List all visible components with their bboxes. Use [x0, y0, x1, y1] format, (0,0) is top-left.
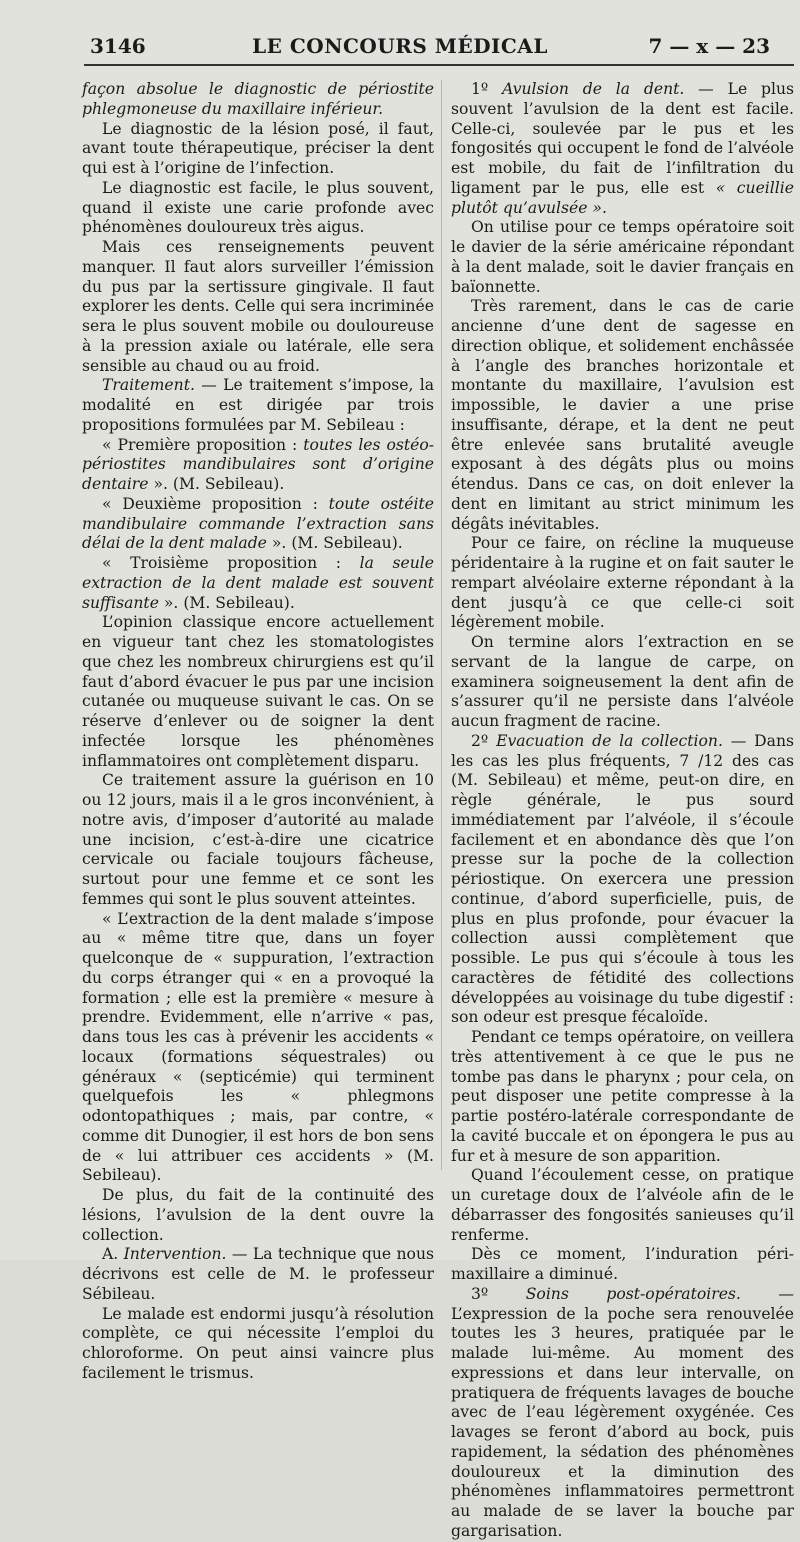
paragraph: Mais ces renseignements peuvent manquer. Il faut alors surveiller l’émission du pus par la sertissure gingivale. Il faut explorer les dents. Celle qui sera incriminée sera le plus souvent mobile ou douloureuse à la pression axiale ou latérale, elle sera sensible au chaud ou au froid.	[82, 238, 434, 375]
section-heading: Avulsion de la dent.	[502, 80, 685, 98]
quote-proposition-2: « Deuxième proposition : toute ostéite mandibulaire commande l’extraction sans délai de la dent malade ». (M. Sebileau).	[82, 494, 434, 553]
paragraph: L’opinion classique encore actuellement en vigueur tant chez les stomatologistes que chez les nombreux chirurgiens est qu’il faut d’abord évacuer le pus par une incision cutanée ou muqueuse suivant le cas. On se réserve d’enlever ou de soigner la dent infectée lorsque les phénomènes inflammatoires ont complètement disparu.	[82, 613, 434, 770]
quote-proposition-1: « Première proposition : toutes les ostéo-périostites mandibulaires sont d’origine dentaire ». (M. Sebileau).	[82, 435, 434, 493]
paragraph-treatment: Traitement. — Le traitement s’impose, la modalité en est dirigée par trois propositions formulées par M. Sebileau :	[82, 376, 434, 434]
column-divider	[441, 80, 442, 1170]
paragraph: Quand l’écoulement cesse, on pratique un curetage doux de l’alvéole afin de le débarrasser des fongosités sanieuses qu’il renferme.	[451, 1166, 794, 1244]
left-column	[82, 80, 434, 1384]
paragraph-intervention: A. Intervention. — La technique que nous décrivons est celle de M. le professeur Sébileau.	[82, 1245, 434, 1303]
quote-extraction: « L’extraction de la dent malade s’impose au « même titre que, dans un foyer quelconque de « suppuration, l’extraction du corps étranger qui « en a provoqué la formation ; elle est la première « mesure à prendre. Evidemment, elle n’arrive « pas, dans tous les cas à prévenir les accidents « locaux (formations séquestrales) ou généraux « (septicémie) qui terminent quelquefois les « phlegmons odontopathiques ; mais, par contre, « comme dit Dunogier, il est hors de bon sens de « lui attribuer ces accidents » (M. Sebileau).	[82, 909, 434, 1185]
paragraph: Le diagnostic de la lésion posé, il faut, avant toute thérapeutique, préciser la dent qui est à l’origine de l’infection.	[82, 119, 434, 177]
paragraph: De plus, du fait de la continuité des lésions, l’avulsion de la dent ouvre la collection.	[82, 1186, 434, 1244]
paragraph: Très rarement, dans le cas de carie ancienne d’une dent de sagesse en direction oblique, et solidement enchâssée à l’angle des branches horizontale et montante du maxillaire, l’avulsion est impossible, le davier a une prise insuffisante, dérape, et la dent ne peut être enlevée sans brutalité aveugle exposant à des dégâts plus ou moins étendus. Dans ce cas, on doit enlever la dent en limitant au strict minimum les dégâts inévitables.	[451, 297, 794, 533]
page-number: 3146	[90, 34, 146, 58]
paragraph-post-op: 3º Soins post-opératoires. — L’expression de la poche sera renouvelée toutes les 3 heures, pratiquée par le malade lui-même. Au moment des expressions et dans leur intervalle, on pratiquera de fréquents lavages de bouche avec de l’eau légèrement oxygénée. Ces lavages se feront d’abord au bock, puis rapidement, la sédation des phénomènes douloureux et la diminution des phénomènes inflammatoires permettront au malade de se laver la bouche par gargarisation.	[451, 1284, 794, 1540]
paragraph: Pour ce faire, on récline la muqueuse péridentaire à la rugine et on fait sauter le rempart alvéolaire externe répondant à la dent jusqu’à ce que celle-ci soit légèrement mobile.	[451, 534, 794, 632]
paragraph-avulsion: 1º Avulsion de la dent. — Le plus souvent l’avulsion de la dent est facile. Celle-ci, soulevée par le pus et les fongosités qui occupent le fond de l’alvéole est mobile, du fait de l’infiltration du ligament par le pus, elle est « cueillie plutôt qu’avulsée ».	[451, 80, 794, 217]
section-heading: Evacuation de la collection.	[496, 731, 723, 750]
right-column	[451, 80, 794, 1542]
journal-title: LE CONCOURS MÉDICAL	[252, 34, 548, 58]
section-heading: Intervention.	[123, 1245, 227, 1264]
paragraph: On utilise pour ce temps opératoire soit le davier de la série américaine répondant à la dent malade, soit le davier français en baïonnette.	[451, 218, 794, 296]
paragraph: Dès ce moment, l’induration péri-maxillaire a diminué.	[451, 1245, 794, 1283]
section-heading: Soins post-opératoires.	[525, 1284, 741, 1303]
paragraph: façon absolue le diagnostic de périostite phlegmoneuse du maxillaire inférieur.	[82, 80, 434, 118]
paragraph: Ce traitement assure la guérison en 10 ou 12 jours, mais il a le gros inconvénient, à notre avis, d’imposer d’autorité au malade une incision, c’est-à-dire une cicatrice cervicale ou faciale toujours fâcheuse, surtout pour une femme et ce sont les femmes qui sont le plus souvent atteintes.	[82, 771, 434, 908]
issue-date: 7 — x — 23	[648, 34, 770, 58]
paragraph: On termine alors l’extraction en se servant de la langue de carpe, on examinera soigneusement la dent afin de s’assurer qu’il ne persiste dans l’alvéole aucun fragment de racine.	[451, 633, 794, 730]
section-heading: Traitement.	[102, 376, 195, 395]
paragraph: Pendant ce temps opératoire, on veillera très attentivement à ce que le pus ne tombe pas dans le pharynx ; pour cela, on peut disposer une petite compresse à la partie postéro-latérale correspondante de la cavité buccale et on épongera le pus au fur et à mesure de son apparition.	[451, 1028, 794, 1165]
paragraph-evacuation: 2º Evacuation de la collection. — Dans les cas les plus fréquents, 7 /12 des cas (M. Sebileau) et même, peut-on dire, en règle générale, le pus sourd immédiatement par l’alvéole, il s’écoule facilement et en abondance dès que l’on presse sur la poche de la collection périostique. On exercera une pression continue, d’abord superficielle, puis, de plus en plus profonde, pour évacuer la collection aussi complètement que possible. Le pus qui s’écoule à tous les caractères de fétidité des collections développées au voisinage du tube digestif : son odeur est presque fécaloïde.	[451, 731, 794, 1027]
paragraph: Le malade est endormi jusqu’à résolution complète, ce qui nécessite l’emploi du chloroforme. On peut ainsi vaincre plus facilement le trismus.	[82, 1304, 434, 1382]
header-rule	[84, 64, 794, 66]
paragraph: Le diagnostic est facile, le plus souvent, quand il existe une carie profonde avec phénomènes douloureux très aigus.	[82, 178, 434, 237]
page-header	[0, 34, 800, 64]
quote-proposition-3: « Troisième proposition : la seule extraction de la dent malade est souvent suffisante ». (M. Sebileau).	[82, 554, 434, 612]
